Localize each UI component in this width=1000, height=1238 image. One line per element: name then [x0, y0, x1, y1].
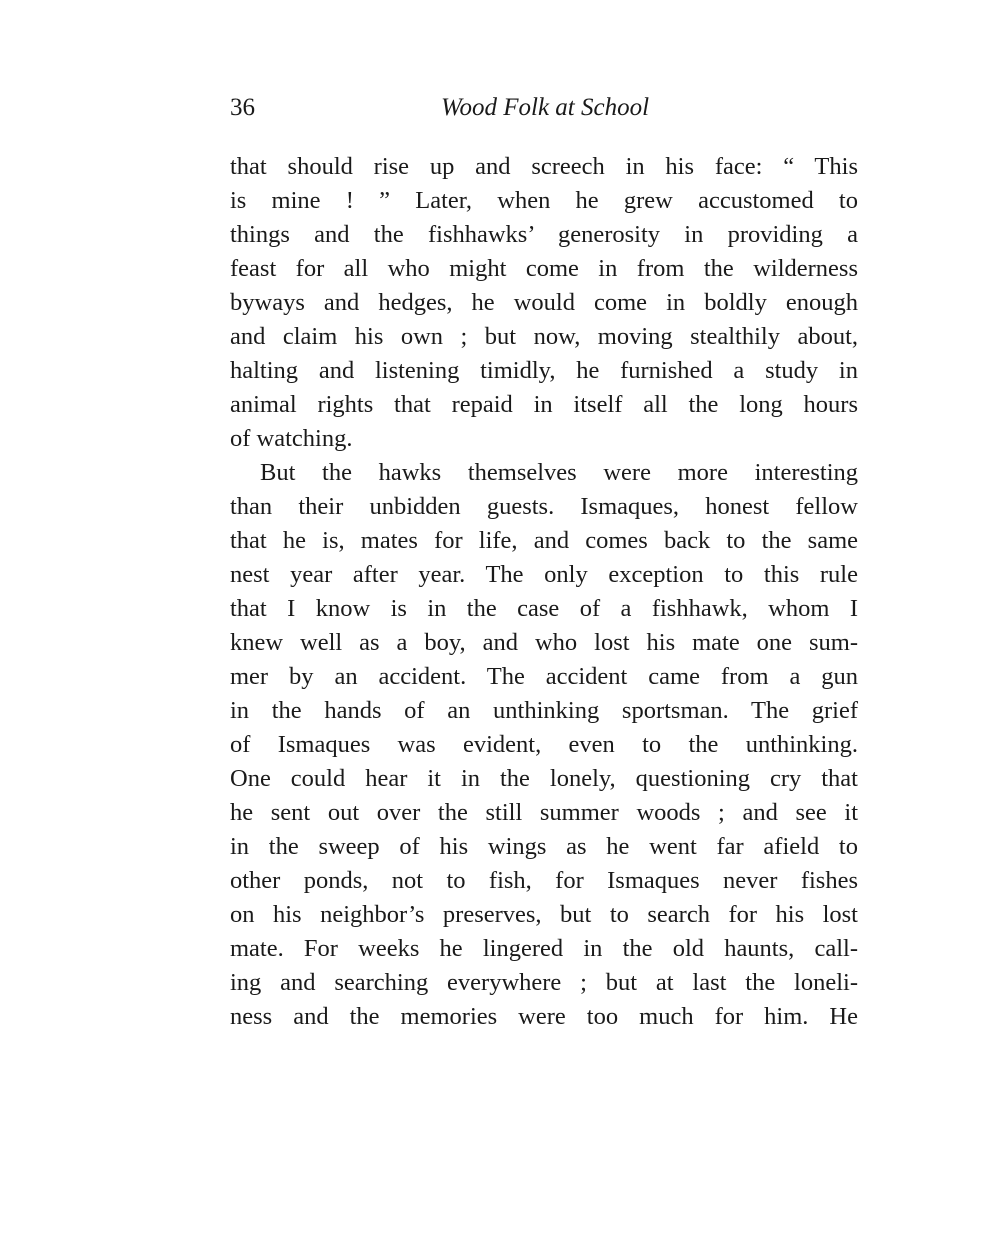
text-line: ing and searching everywhere ; but at last the loneli-: [230, 969, 858, 996]
text-line: knew well as a boy, and who lost his mate one sum-: [230, 629, 858, 656]
text-line: ness and the memories were too much for him. He: [230, 1003, 858, 1030]
text-line: halting and listening timidly, he furnished a study in: [230, 357, 858, 384]
text-line: that he is, mates for life, and comes back to the same: [230, 527, 858, 554]
body-text: [230, 150, 858, 1034]
paragraph-2: [230, 456, 858, 1034]
text-line: things and the fishhawks’ generosity in providing a: [230, 221, 858, 248]
text-line: mer by an accident. The accident came from a gun: [230, 663, 858, 690]
text-line: than their unbidden guests. Ismaques, honest fellow: [230, 493, 858, 520]
text-line: that should rise up and screech in his face: “ This: [230, 153, 858, 180]
text-line: mate. For weeks he lingered in the old haunts, call-: [230, 935, 858, 962]
text-line: is mine ! ” Later, when he grew accustomed to: [230, 187, 858, 214]
text-line: nest year after year. The only exception to this rule: [230, 561, 858, 588]
text-line: in the sweep of his wings as he went far afield to: [230, 833, 858, 860]
page-header: [230, 88, 860, 128]
text-line: of Ismaques was evident, even to the unthinking.: [230, 731, 858, 758]
text-line: But the hawks themselves were more interesting: [260, 459, 858, 486]
text-line: of watching.: [230, 425, 353, 452]
text-line: One could hear it in the lonely, questioning cry that: [230, 765, 858, 792]
text-line: feast for all who might come in from the wilderness: [230, 255, 858, 282]
text-line: in the hands of an unthinking sportsman. The grief: [230, 697, 858, 724]
text-line: other ponds, not to fish, for Ismaques never fishes: [230, 867, 858, 894]
text-line: he sent out over the still summer woods ; and see it: [230, 799, 858, 826]
running-title: Wood Folk at School: [440, 94, 650, 121]
paragraph-1: [230, 150, 858, 456]
text-line: byways and hedges, he would come in boldly enough: [230, 289, 858, 316]
text-line: and claim his own ; but now, moving stealthily about,: [230, 323, 858, 350]
page-number: 36: [230, 94, 255, 121]
text-line: on his neighbor’s preserves, but to search for his lost: [230, 901, 858, 928]
text-line: animal rights that repaid in itself all the long hours: [230, 391, 858, 418]
text-line: that I know is in the case of a fishhawk, whom I: [230, 595, 858, 622]
